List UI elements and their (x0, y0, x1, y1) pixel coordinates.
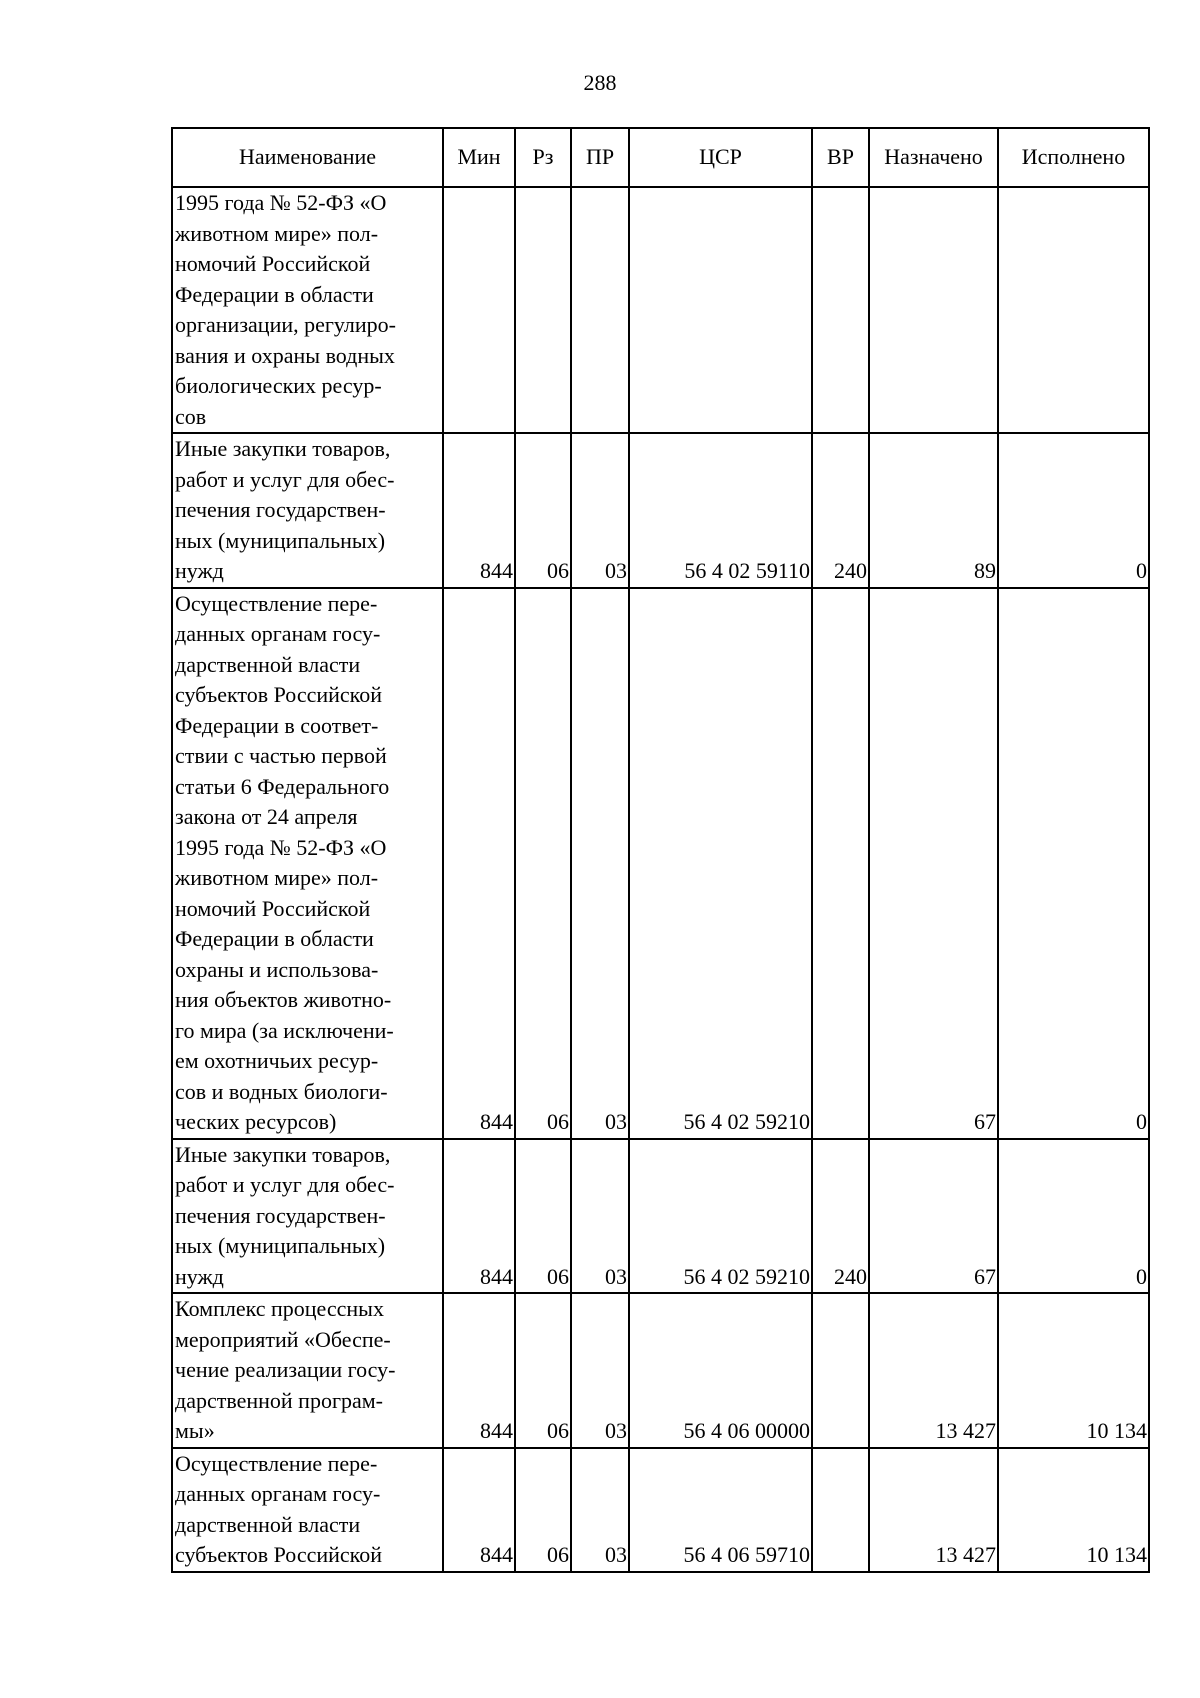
cell-name-line: ния объектов животно- (175, 987, 392, 1012)
cell-name (172, 1448, 443, 1572)
cell-rz: 06 (515, 433, 571, 588)
cell-min: 844 (443, 588, 515, 1139)
header-min: Мин (443, 128, 515, 187)
cell-rz: 06 (515, 1448, 571, 1572)
header-vr: ВР (812, 128, 869, 187)
cell-name-line: биологических ресур- (175, 373, 382, 398)
cell-min: 844 (443, 1293, 515, 1448)
cell-name-line: печения государствен- (175, 1202, 386, 1228)
cell-vr (812, 588, 869, 1139)
cell-executed: 0 (998, 433, 1149, 588)
cell-name-line: чение реализации госу- (175, 1357, 396, 1382)
header-executed: Исполнено (998, 128, 1149, 187)
cell-assigned: 13 427 (869, 1293, 998, 1448)
header-assigned: Назначено (869, 128, 998, 187)
cell-pr: 03 (571, 1139, 629, 1294)
cell-name-line: животном мире» пол- (175, 865, 379, 890)
cell-assigned: 13 427 (869, 1448, 998, 1572)
cell-name-line: животном мире» пол- (175, 220, 379, 246)
cell-name-line: статьи 6 Федерального (175, 773, 390, 799)
cell-name-line: Федерации в соответ- (175, 712, 379, 738)
cell-name-line: нужд (175, 558, 224, 583)
cell-vr (812, 1293, 869, 1448)
cell-csr: 56 4 02 59210 (629, 588, 812, 1139)
cell-name-line: дарственной програм- (175, 1387, 383, 1413)
cell-csr: 56 4 02 59210 (629, 1139, 812, 1294)
cell-name-line: дарственной власти (175, 1511, 361, 1537)
cell-name (172, 588, 443, 1139)
cell-name-line: ем охотничьих ресур- (175, 1048, 379, 1073)
cell-name-line: данных органам госу- (175, 1481, 381, 1506)
cell-name (172, 433, 443, 588)
cell-name-line: печения государствен- (175, 497, 386, 522)
cell-name (172, 1139, 443, 1294)
cell-assigned: 67 (869, 1139, 998, 1294)
cell-vr (812, 187, 869, 433)
cell-executed: 0 (998, 1139, 1149, 1294)
cell-rz: 06 (515, 1139, 571, 1294)
cell-assigned: 89 (869, 433, 998, 588)
cell-rz: 06 (515, 1293, 571, 1448)
header-name: Наименование (172, 128, 443, 187)
cell-executed: 10 134 (998, 1448, 1149, 1572)
cell-pr: 03 (571, 588, 629, 1139)
table-body (172, 187, 1149, 1572)
cell-name (172, 187, 443, 433)
header-csr: ЦСР (629, 128, 812, 187)
cell-name-line: Федерации в области (175, 926, 374, 951)
cell-name-line: субъектов Российской (175, 1542, 383, 1567)
cell-pr: 03 (571, 433, 629, 588)
cell-csr: 56 4 06 00000 (629, 1293, 812, 1448)
cell-rz: 06 (515, 588, 571, 1139)
cell-name-line: охраны и использова- (175, 956, 379, 982)
cell-name-line: номочий Российской (175, 895, 371, 921)
cell-name-line: Осуществление пере- (175, 590, 378, 616)
cell-name-line: мы» (175, 1418, 215, 1443)
cell-name-line: данных органам госу- (175, 621, 381, 646)
table-row (172, 588, 1149, 1139)
table-header-row (172, 128, 1149, 187)
cell-name-line: организации, регулиро- (175, 312, 397, 337)
cell-name-line: ствии с частью первой (175, 743, 387, 768)
cell-name-line: Осуществление пере- (175, 1450, 378, 1476)
cell-name-line: Иные закупки товаров, (175, 436, 391, 461)
header-pr: ПР (571, 128, 629, 187)
cell-csr (629, 187, 812, 433)
cell-name-line: сов и водных биологи- (175, 1078, 388, 1104)
cell-name-line: субъектов Российской (175, 682, 383, 707)
page-number: 288 (583, 70, 617, 95)
cell-name-line: сов (175, 403, 207, 429)
cell-name-line: нужд (175, 1263, 224, 1289)
table-row (172, 1139, 1149, 1294)
cell-name-line: работ и услуг для обес- (175, 1172, 395, 1197)
table-row (172, 1293, 1149, 1448)
cell-name-line: Комплекс процессных (175, 1296, 384, 1321)
cell-executed: 10 134 (998, 1293, 1149, 1448)
cell-name-line: дарственной власти (175, 651, 361, 677)
cell-csr: 56 4 06 59710 (629, 1448, 812, 1572)
cell-pr: 03 (571, 1448, 629, 1572)
cell-pr: 03 (571, 1293, 629, 1448)
cell-name-line: го мира (за исключени- (175, 1017, 394, 1043)
cell-name (172, 1293, 443, 1448)
cell-min (443, 187, 515, 433)
table-row (172, 433, 1149, 588)
cell-vr: 240 (812, 1139, 869, 1294)
cell-executed: 0 (998, 588, 1149, 1139)
budget-table (171, 127, 1150, 1573)
cell-name-line: 1995 года № 52-ФЗ «О (175, 834, 387, 860)
cell-name-line: закона от 24 апреля (175, 804, 358, 829)
table-row (172, 187, 1149, 433)
cell-name-line: Федерации в области (175, 281, 374, 307)
cell-name-line: работ и услуг для обес- (175, 466, 395, 492)
cell-name-line: номочий Российской (175, 251, 371, 276)
cell-csr: 56 4 02 59110 (629, 433, 812, 588)
cell-executed (998, 187, 1149, 433)
cell-vr (812, 1448, 869, 1572)
cell-min: 844 (443, 433, 515, 588)
cell-vr: 240 (812, 433, 869, 588)
table-row (172, 1448, 1149, 1572)
cell-assigned (869, 187, 998, 433)
cell-assigned: 67 (869, 588, 998, 1139)
cell-name-line: вания и охраны водных (175, 342, 395, 368)
cell-name-line: ческих ресурсов) (175, 1109, 337, 1134)
cell-pr (571, 187, 629, 433)
cell-name-line: 1995 года № 52-ФЗ «О (175, 190, 387, 215)
cell-name-line: ных (муниципальных) (175, 1233, 386, 1258)
cell-name-line: ных (муниципальных) (175, 527, 386, 553)
cell-name-line: Иные закупки товаров, (175, 1141, 391, 1167)
cell-min: 844 (443, 1448, 515, 1572)
cell-name-line: мероприятий «Обеспе- (175, 1326, 391, 1352)
cell-rz (515, 187, 571, 433)
header-rz: Рз (515, 128, 571, 187)
cell-min: 844 (443, 1139, 515, 1294)
